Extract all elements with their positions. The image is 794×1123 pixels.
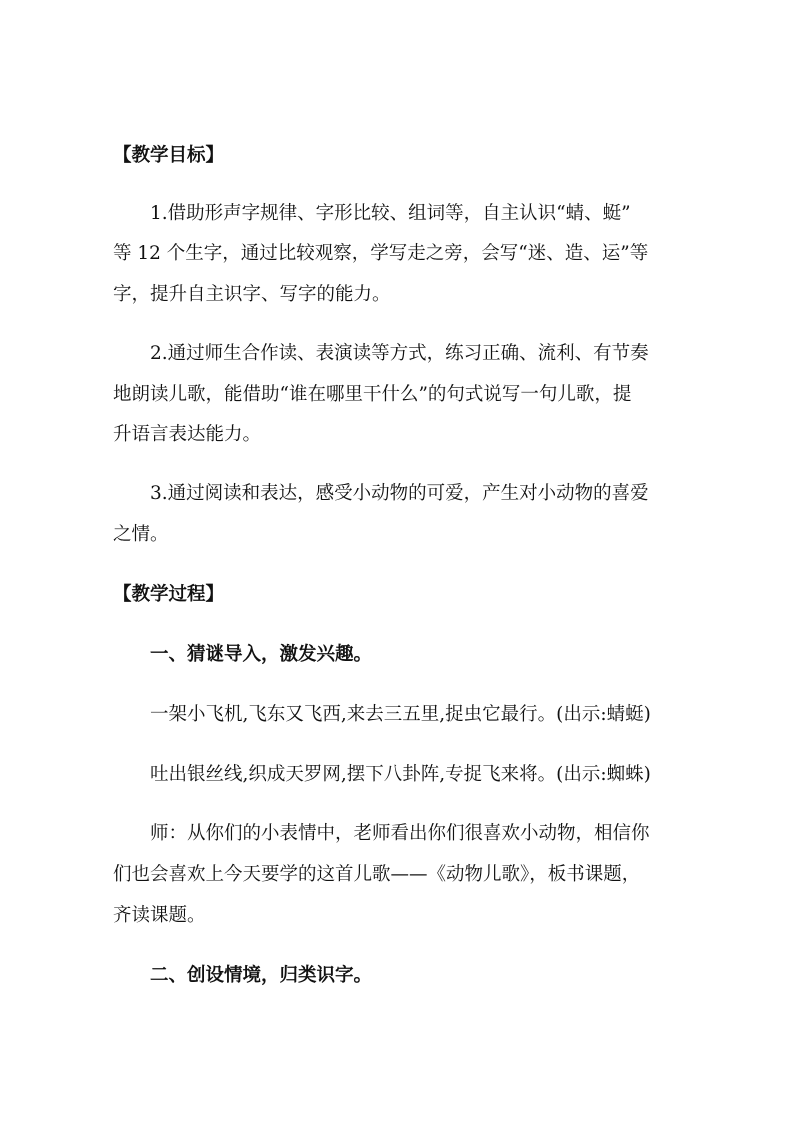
section-2-title: 二、创设情境，归类识字。 [150,965,373,986]
section-1-title: 一、猜谜导入，激发兴趣。 [150,644,373,665]
goal-1-line-3: 字，提升自主识字、写字的能力。 [113,284,391,305]
teaching-goals-heading: 【教学目标】 [113,145,225,166]
teacher-speech-line-2: 们也会喜欢上今天要学的这首儿歌——《动物儿歌》，板书课题， [113,864,641,885]
riddle-2: 吐出银丝线,织成天罗网,摆下八卦阵,专捉飞来将。(出示:蜘蛛) [150,764,651,785]
teaching-process-heading: 【教学过程】 [113,584,225,605]
goal-2-line-1: 2.通过师生合作读、表演读等方式，练习正确、流利、有节奏 [150,343,649,364]
teacher-speech-line-1: 师：从你们的小表情中，老师看出你们很喜欢小动物，相信你 [150,823,650,844]
goal-2-line-2: 地朗读儿歌，能借助“谁在哪里干什么”的句式说写一句儿歌，提 [113,384,632,405]
goal-2-line-3: 升语言表达能力。 [113,424,262,445]
goal-1-line-2: 等 12 个生字，通过比较观察，学写走之旁，会写“迷、造、运”等 [113,243,649,264]
teacher-speech-line-3: 齐读课题。 [113,905,206,926]
riddle-1: 一架小飞机,飞东又飞西,来去三五里,捉虫它最行。(出示:蜻蜓) [150,704,651,725]
goal-3-line-1: 3.通过阅读和表达，感受小动物的可爱，产生对小动物的喜爱 [150,483,649,504]
goal-1-line-1: 1.借助形声字规律、字形比较、组词等，自主认识“蜻、蜓” [150,203,631,224]
goal-3-line-2: 之情。 [113,524,169,545]
